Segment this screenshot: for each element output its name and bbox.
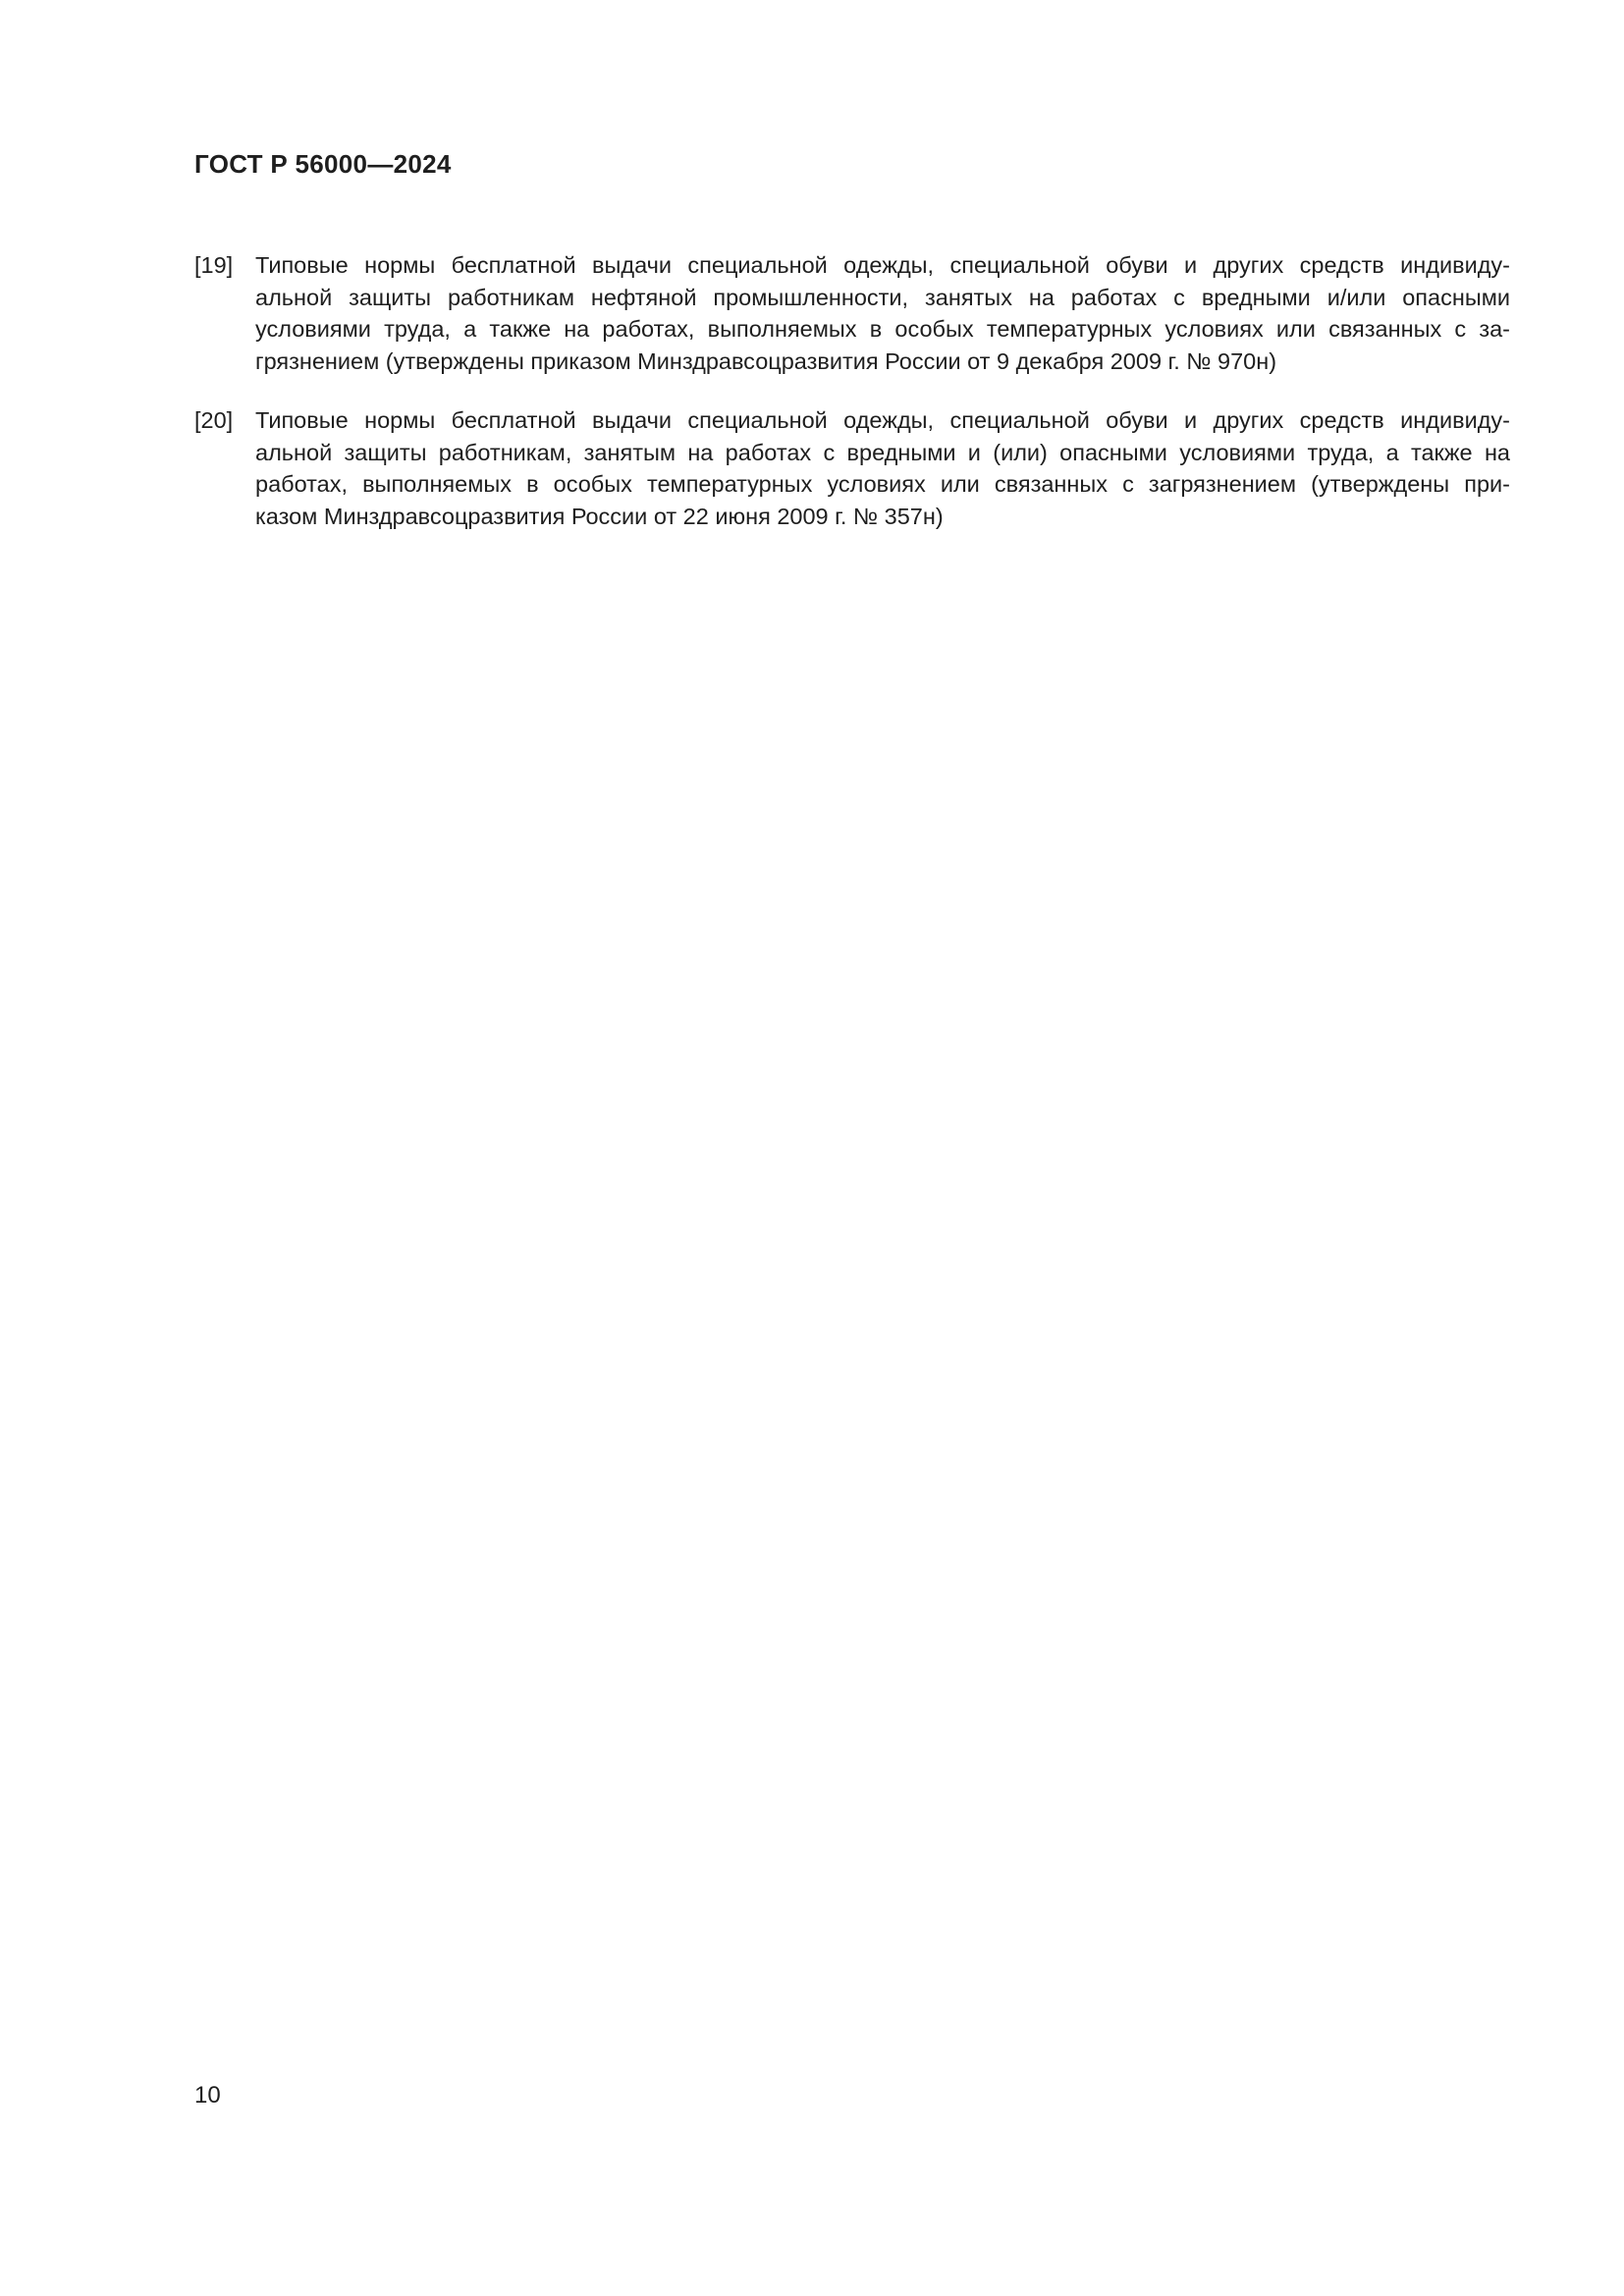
bibliography-entry-line: Типовые нормы бесплатной выдачи специальной одежды, специальной обуви и других средств индивиду- [255,252,1510,278]
bibliography-entry-text [255,404,1510,532]
bibliography-list [194,249,1510,560]
bibliography-entry-number: [20] [194,407,234,433]
bibliography-entry-20 [194,404,1510,532]
page-number: 10 [194,2082,221,2109]
bibliography-entry-19 [194,249,1510,377]
bibliography-entry-line: казом Минздравсоцразвития России от 22 июня 2009 г. № 357н) [255,503,944,529]
document-header: ГОСТ Р 56000—2024 [194,149,452,179]
bibliography-entry-text [255,249,1510,377]
bibliography-entry-line: условиями труда, а также на работах, выполняемых в особых температурных условиях или связанных с за- [255,316,1510,342]
bibliography-entry-line: альной защиты работникам нефтяной промышленности, занятых на работах с вредными и/или опасными [255,284,1510,310]
bibliography-entry-line: Типовые нормы бесплатной выдачи специальной одежды, специальной обуви и других средств индивиду- [255,407,1510,433]
bibliography-entry-line: работах, выполняемых в особых температурных условиях или связанных с загрязнением (утверждены при- [255,471,1510,497]
bibliography-entry-line: грязнением (утверждены приказом Минздравсоцразвития России от 9 декабря 2009 г. № 970н) [255,347,1277,374]
bibliography-entry-line: альной защиты работникам, занятым на работах с вредными и (или) опасными условиями труда, а также на [255,439,1510,465]
bibliography-entry-number: [19] [194,252,234,278]
